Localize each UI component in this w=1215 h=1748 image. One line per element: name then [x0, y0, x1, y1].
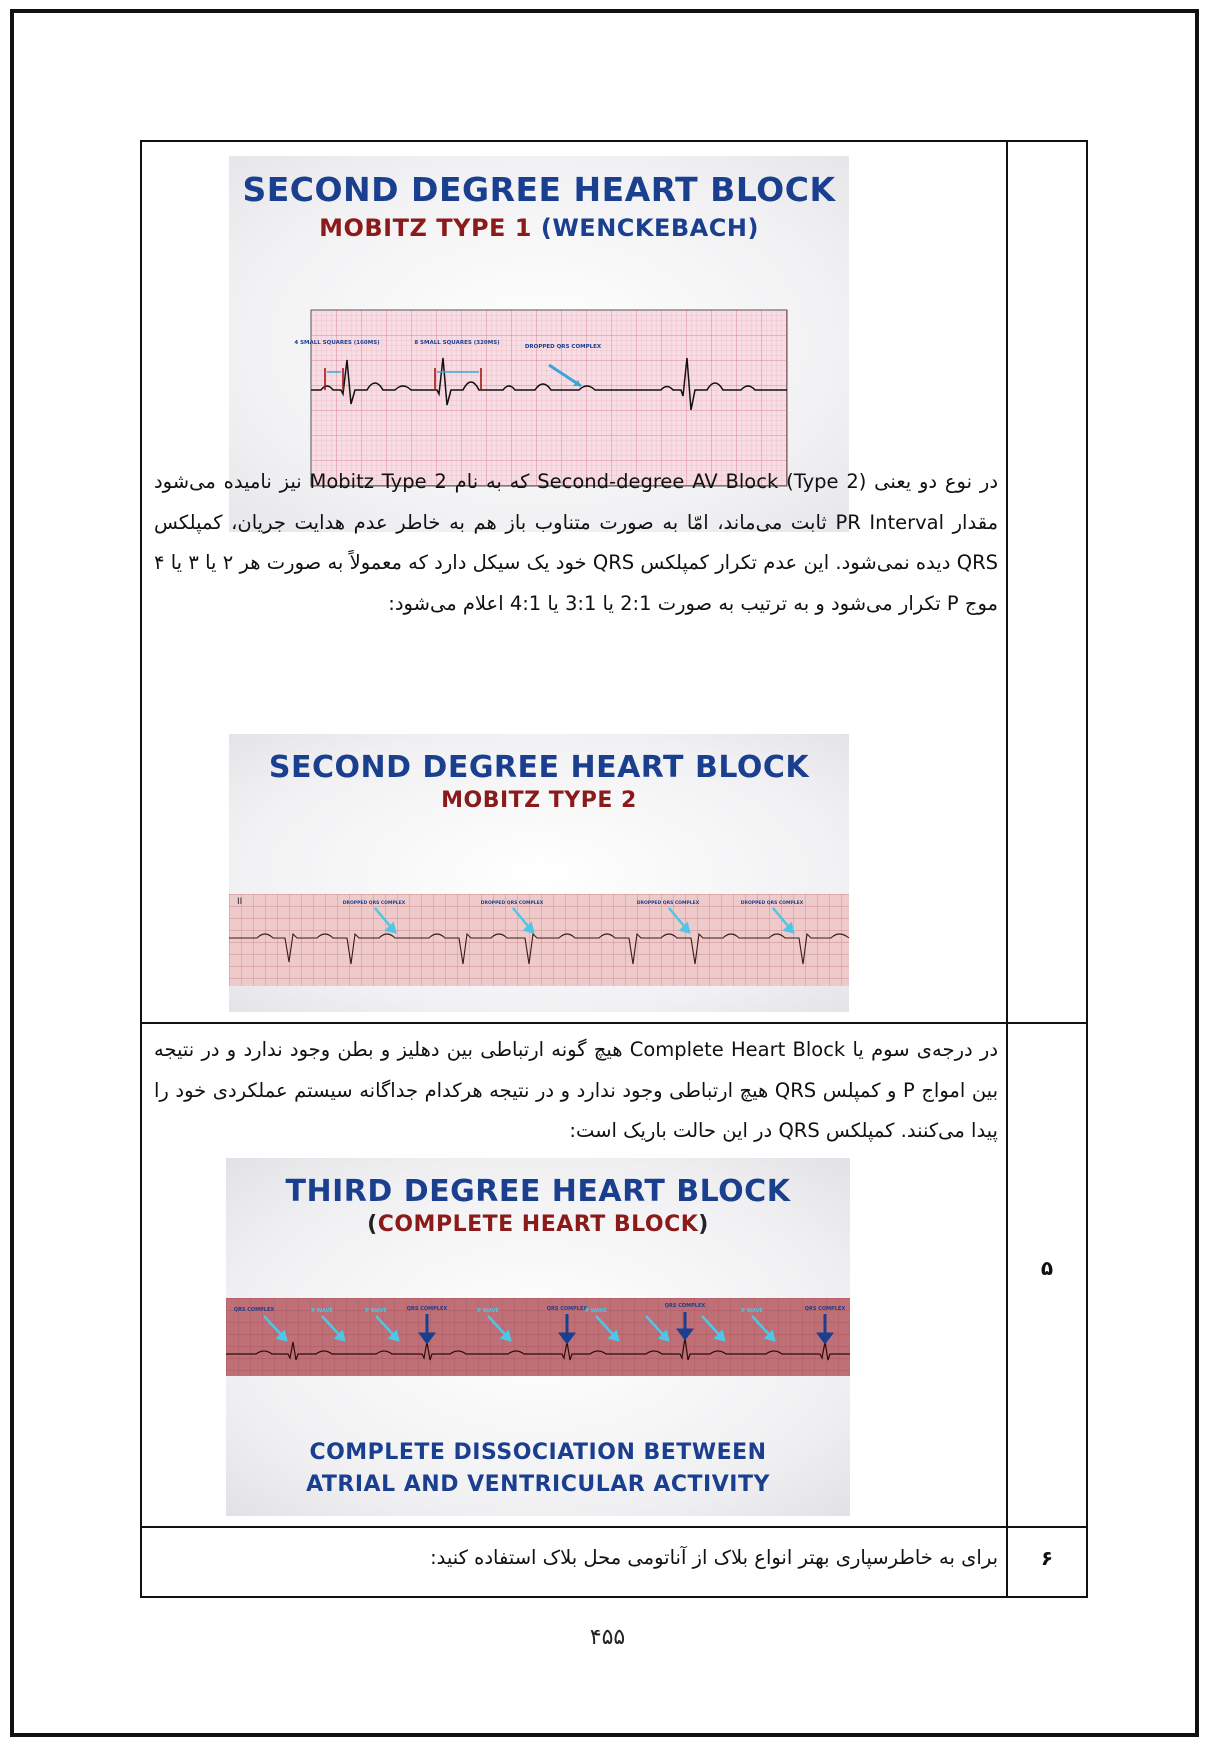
ecg-strip-mobitz-1 — [294, 310, 787, 486]
figure3-caption-line-1: COMPLETE DISSOCIATION BETWEEN — [309, 1440, 767, 1465]
lead-label: II — [237, 897, 243, 907]
ecg-strip-third-degree — [226, 1298, 850, 1376]
figure3-title: THIRD DEGREE HEART BLOCK — [285, 1174, 791, 1209]
figure3-caption-line-2: ATRIAL AND VENTRICULAR ACTIVITY — [306, 1472, 770, 1497]
annotation-dropped-qrs-4: DROPPED QRS COMPLEX — [740, 901, 804, 906]
annotation-qrs-complex-3: QRS COMPLEX — [546, 1306, 588, 1312]
annotation-qrs-complex-4: QRS COMPLEX — [664, 1303, 706, 1309]
annotation-4-small-squares: 4 SMALL SQUARES (160MS) — [294, 340, 380, 346]
content-table — [140, 140, 1088, 1598]
annotation-dropped-qrs-3: DROPPED QRS COMPLEX — [636, 901, 700, 906]
annotation-p-wave-5: P WAVE — [741, 1308, 763, 1314]
figure2-title: SECOND DEGREE HEART BLOCK — [268, 750, 810, 785]
figure3-paren-open: ( — [367, 1212, 378, 1237]
figure1-title: SECOND DEGREE HEART BLOCK — [242, 170, 836, 209]
figure3-subtitle — [226, 1212, 850, 1237]
annotation-dropped-qrs-1: DROPPED QRS COMPLEX — [342, 901, 406, 906]
annotation-8-small-squares: 8 SMALL SQUARES (320MS) — [414, 340, 500, 346]
row-number-5: ۵ — [1040, 1256, 1054, 1280]
annotation-qrs-complex-1: QRS COMPLEX — [233, 1307, 275, 1313]
figure3-subtitle-text: COMPLETE HEART BLOCK — [377, 1212, 699, 1237]
row-number-6: ۶ — [1040, 1546, 1054, 1570]
figure-third-degree-block — [226, 1158, 850, 1516]
figure2-subtitle: MOBITZ TYPE 2 — [441, 788, 637, 813]
paragraph-mobitz-type-2: در نوع دو یعنی (Second-degree AV Block (Type 2 که به نام Mobitz Type 2 نیز نامیده می‌شود مقدار PR Interval ثابت می‌ماند، امّا به صورت متناوب باز هم به خاطر عدم هدایت جریان، کمپلکس QRS دیده نمی‌شود. این عدم تکرار کمپلکس QRS خود یک سیکل دارد که معمولاً به صورت هر ۲ یا ۳ یا ۴ موج P تکرار می‌شود و به ترتیب به صورت 2:1 یا 3:1 یا 4:1 اعلام می‌شود: — [154, 470, 999, 615]
row-divider-1 — [142, 1022, 1086, 1024]
annotation-p-wave-2: P WAVE — [365, 1308, 387, 1314]
annotation-dropped-qrs: DROPPED QRS COMPLEX — [524, 344, 602, 350]
row-divider-2 — [142, 1526, 1086, 1528]
page-number: ۴۵۵ — [589, 1625, 626, 1650]
annotation-qrs-complex-5: QRS COMPLEX — [804, 1306, 846, 1312]
figure1-subtitle-name: (WENCKEBACH) — [532, 214, 759, 242]
annotation-p-wave-4: P WAVE — [585, 1308, 607, 1314]
ecg-strip-mobitz-2 — [229, 894, 849, 986]
annotation-p-wave-1: P WAVE — [311, 1308, 333, 1314]
figure3-paren-close: ) — [698, 1212, 709, 1237]
paragraph-complete-heart-block: در درجه‌ی سوم یا Complete Heart Block هیچ گونه ارتباطی بین دهلیز و بطن وجود ندارد و در نتیجه بین امواج P و کمپلس QRS هیچ ارتباطی وجود ندارد و در نتیجه هرکدام جداگانه سیستم عملکردی خود را پیدا می‌کنند. کمپلکس QRS در این حالت باریک است: — [154, 1038, 999, 1142]
figure-mobitz-type-2 — [229, 734, 849, 1012]
annotation-dropped-qrs-2: DROPPED QRS COMPLEX — [480, 901, 544, 906]
annotation-qrs-complex-2: QRS COMPLEX — [406, 1306, 448, 1312]
figure1-subtitle-type: MOBITZ TYPE 1 — [319, 214, 532, 242]
row6-text: برای به خاطرسپاری بهتر انواع بلاک از آناتومی محل بلاک استفاده کنید: — [430, 1546, 998, 1569]
figure1-subtitle — [229, 214, 849, 242]
annotation-p-wave-3: P WAVE — [477, 1308, 499, 1314]
column-divider — [1006, 142, 1008, 1596]
